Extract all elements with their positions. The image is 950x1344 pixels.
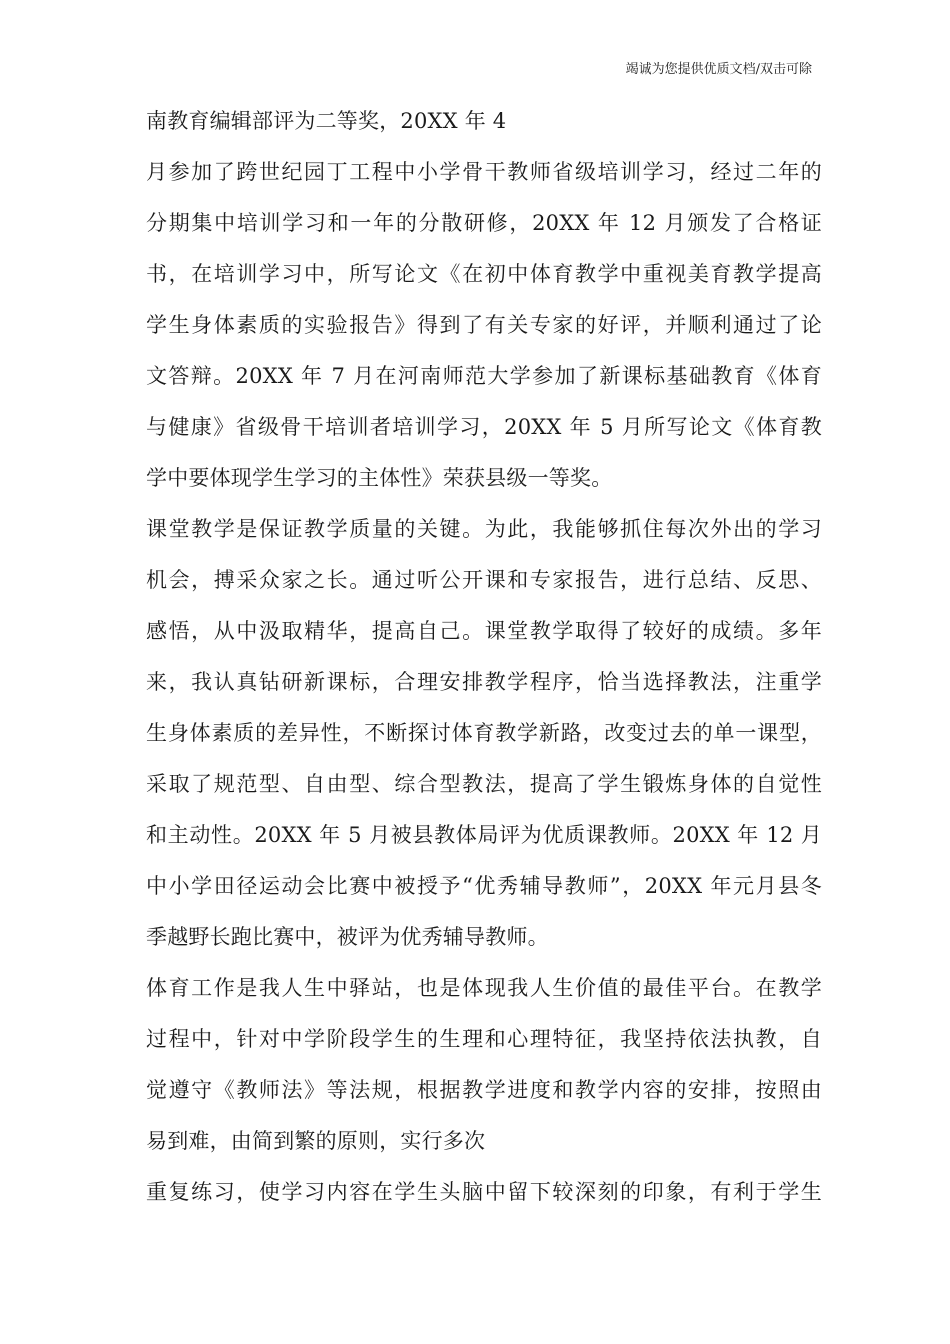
- body-line: 书，在培训学习中，所写论文《在初中体育教学中重视美育教学提高: [146, 262, 822, 286]
- body-line: 课堂教学是保证教学质量的关键。为此，我能够抓住每次外出的学习: [146, 517, 822, 541]
- body-line: 南教育编辑部评为二等奖，20XX 年 4: [146, 109, 507, 133]
- header-note: 竭诚为您提供优质文档/双击可除: [625, 62, 812, 77]
- body-line: 体育工作是我人生中驿站，也是体现我人生价值的最佳平台。在教学: [146, 976, 822, 1000]
- body-line: 生身体素质的差异性，不断探讨体育教学新路，改变过去的单一课型，: [146, 721, 822, 745]
- body-line: 机会，搏采众家之长。通过听公开课和专家报告，进行总结、反思、: [146, 568, 822, 592]
- body-line: 采取了规范型、自由型、综合型教法，提高了学生锻炼身体的自觉性: [146, 772, 822, 796]
- body-line: 和主动性。20XX 年 5 月被县教体局评为优质课教师。20XX 年 12 月: [146, 823, 822, 847]
- body-line: 重复练习，使学习内容在学生头脑中留下较深刻的印象，有利于学生: [146, 1180, 822, 1204]
- body-line: 学生身体素质的实验报告》得到了有关专家的好评，并顺利通过了论: [146, 313, 822, 337]
- body-line: 分期集中培训学习和一年的分散研修，20XX 年 12 月颁发了合格证: [146, 211, 822, 235]
- body-line: 中小学田径运动会比赛中被授予“优秀辅导教师”，20XX 年元月县冬: [146, 874, 822, 898]
- body-line: 学中要体现学生学习的主体性》荣获县级一等奖。: [146, 466, 613, 490]
- body-line: 易到难，由简到繁的原则，实行多次: [146, 1129, 486, 1153]
- body-line: 月参加了跨世纪园丁工程中小学骨干教师省级培训学习，经过二年的: [146, 160, 822, 184]
- body-line: 与健康》省级骨干培训者培训学习，20XX 年 5 月所写论文《体育教: [146, 415, 822, 439]
- body-line: 文答辩。20XX 年 7 月在河南师范大学参加了新课标基础教育《体育: [146, 364, 822, 388]
- body-line: 感悟，从中汲取精华，提高自己。课堂教学取得了较好的成绩。多年: [146, 619, 822, 643]
- body-line: 季越野长跑比赛中，被评为优秀辅导教师。: [146, 925, 549, 949]
- body-line: 来，我认真钻研新课标，合理安排教学程序，恰当选择教法，注重学: [146, 670, 822, 694]
- body-line: 过程中，针对中学阶段学生的生理和心理特征，我坚持依法执教，自: [146, 1027, 822, 1051]
- body-line: 觉遵守《教师法》等法规，根据教学进度和教学内容的安排，按照由: [146, 1078, 822, 1102]
- document-body: [146, 96, 822, 1218]
